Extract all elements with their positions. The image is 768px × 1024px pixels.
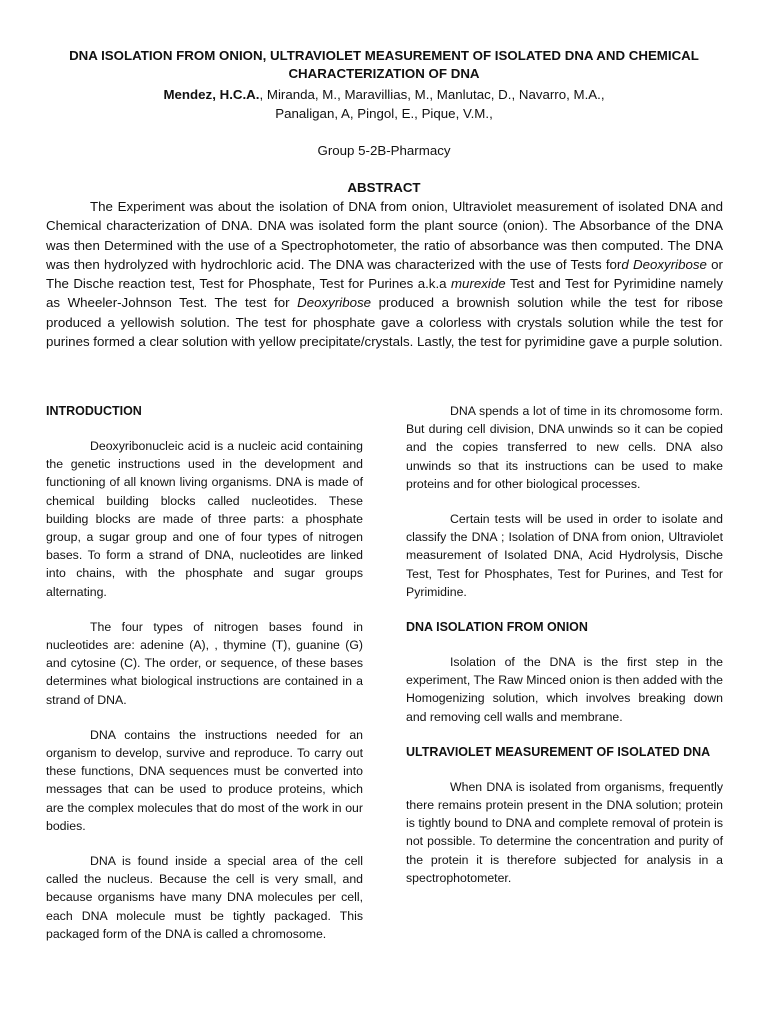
intro-paragraph-4: DNA is found inside a special area of the cell called the nucleus. Because the cell is very small, and because organisms have many DNA molecules per cell, each DNA molecule must be tightly packaged. This packaged form of the DNA is called a chromosome. xyxy=(46,854,363,941)
abstract-italic-1: d Deoxyribose xyxy=(621,256,707,272)
abstract-body xyxy=(46,197,723,351)
author-line-1 xyxy=(40,85,728,104)
group-affiliation: Group 5-2B-Pharmacy xyxy=(317,143,451,158)
uv-measurement-paragraph: When DNA is isolated from organisms, frequently there remains protein present in the DNA solution; protein is tightly bound to DNA and complete removal of protein is not possible. To determine the concentration and purity of the protein it is therefore subjected for analysis in a spectrophotometer. xyxy=(406,779,723,885)
author-list xyxy=(40,85,728,123)
dna-isolation-heading: DNA ISOLATION FROM ONION xyxy=(406,620,588,635)
co-authors-1: , Miranda, M., Maravillias, M., Manlutac, D., Navarro, M.A., xyxy=(259,87,605,102)
lead-author: Mendez, H.C.A. xyxy=(163,87,260,102)
abstract-heading: ABSTRACT xyxy=(347,180,421,195)
introduction-heading: INTRODUCTION xyxy=(46,404,142,418)
abstract-text-2: or The Dische reaction test, Test for Phosphate, Test for Purines a.k.a xyxy=(46,256,723,292)
intro-paragraph-2: The four types of nitrogen bases found in nucleotides are: adenine (A), , thymine (T), guanine (G) and cytosine (C). The order, or sequence, of these bases determines what biological instructions are contained in a strand of DNA. xyxy=(46,619,363,707)
abstract-text-3: Test and Test for Pyrimidine namely as Wheeler-Johnson Test. The test for xyxy=(46,276,724,311)
right-paragraph-1: DNA spends a lot of time in its chromosome form. But during cell division, DNA unwinds so it can be copied and the copies transferred to new cells. DNA also unwinds so that its instructions can be used to make proteins and for other biological processes. xyxy=(406,404,723,491)
abstract-text-1: The Experiment was about the isolation of DNA from onion, Ultraviolet measurement of isolated DNA and Chemical characterization of DNA. DNA was isolated form the plant source (onion). The Absorbance of the DNA was then Determined with the use of a Spectrophotometer, the ratio of absorbance was then computed. The DNA was then hydrolyzed with hydrochloric acid. The DNA was characterized with the use of Tests for xyxy=(46,199,723,272)
intro-paragraph-1: Deoxyribonucleic acid is a nucleic acid containing the genetic instructions used in the development and functioning of all known living organisms. DNA is made of chemical building blocks called nucleotides. These building blocks are made of three parts: a phosphate group, a sugar group and one of four types of nitrogen bases. To form a strand of DNA, nucleotides are linked into chains, with the phosphate and sugar groups alternating. xyxy=(46,439,363,599)
right-column xyxy=(406,402,723,904)
uv-measurement-heading: ULTRAVIOLET MEASUREMENT OF ISOLATED DNA xyxy=(406,744,711,759)
right-paragraph-2: Certain tests will be used in order to isolate and classify the DNA ; Isolation of DNA from onion, Ultraviolet measurement of Isolated DNA, Acid Hydrolysis, Dische Test, Test for Phosphates, Test for Purines, and Test for Pyrimidine. xyxy=(406,512,723,599)
intro-paragraph-3: DNA contains the instructions needed for an organism to develop, survive and reproduce. To carry out these functions, DNA sequences must be converted into messages that can be used to produce proteins, which are the complex molecules that do most of the work in our bodies. xyxy=(46,727,363,833)
left-column xyxy=(46,402,363,960)
abstract-italic-2: murexide xyxy=(450,276,506,292)
abstract-text-4: produced a brownish solution while the test for ribose produced a yellowish solution. The test for phosphate gave a colorless with crystals solution while the test for purines formed a clear solution with yellow precipitate/crystals. Lastly, the test for pyrimidine gave a purple solution. xyxy=(46,295,723,350)
author-line-2: Panaligan, A, Pingol, E., Pique, V.M., xyxy=(275,106,493,121)
dna-isolation-paragraph: Isolation of the DNA is the first step in the experiment, The Raw Minced onion is then added with the Homogenizing solution, which involves breaking down and removing cell walls and membrane. xyxy=(406,655,723,724)
paper-title: DNA ISOLATION FROM ONION, ULTRAVIOLET MEASUREMENT OF ISOLATED DNA AND CHEMICAL CHARACTERIZATION OF DNA xyxy=(69,48,699,81)
abstract-italic-3: Deoxyribose xyxy=(297,295,372,311)
